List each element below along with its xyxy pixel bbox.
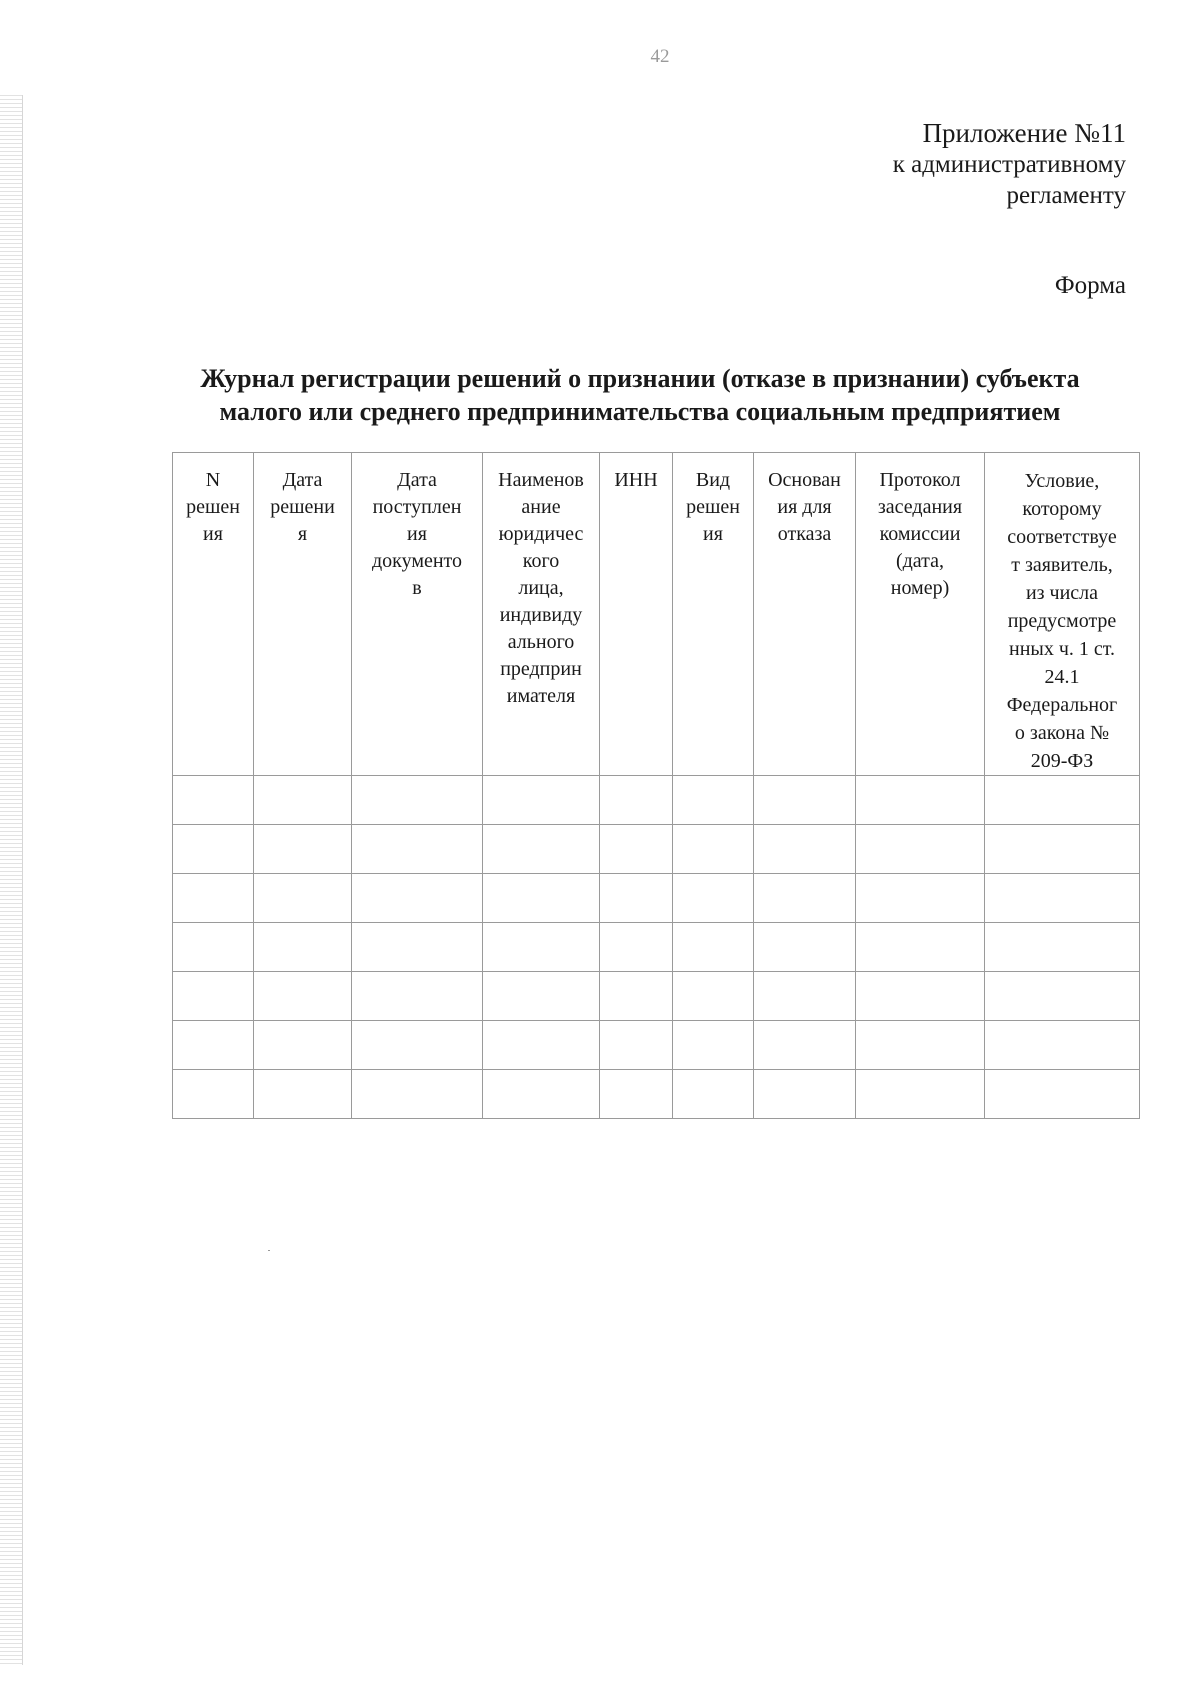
table-cell bbox=[600, 1021, 673, 1070]
column-header: Дата поступлен ия документо в bbox=[352, 453, 483, 776]
table-body bbox=[173, 776, 1140, 1119]
table-cell bbox=[352, 1070, 483, 1119]
table-cell bbox=[483, 923, 600, 972]
scan-speck bbox=[268, 1250, 270, 1251]
table-cell bbox=[483, 825, 600, 874]
appendix-reference bbox=[893, 118, 1126, 211]
column-header: ИНН bbox=[600, 453, 673, 776]
registration-journal-table bbox=[172, 452, 1140, 1119]
table-cell bbox=[352, 825, 483, 874]
table-cell bbox=[254, 972, 352, 1021]
table-cell bbox=[985, 923, 1140, 972]
appendix-document: регламенту bbox=[1006, 182, 1126, 209]
table-cell bbox=[985, 776, 1140, 825]
table-cell bbox=[600, 825, 673, 874]
form-label: Форма bbox=[1054, 272, 1126, 299]
table-cell bbox=[173, 1021, 254, 1070]
column-header: Основан ия для отказа bbox=[754, 453, 856, 776]
table-row bbox=[173, 776, 1140, 825]
table-cell bbox=[483, 1070, 600, 1119]
table-cell bbox=[600, 776, 673, 825]
table-row bbox=[173, 825, 1140, 874]
column-header: N решен ия bbox=[173, 453, 254, 776]
table-cell bbox=[600, 874, 673, 923]
table-cell bbox=[856, 874, 985, 923]
table-cell bbox=[856, 825, 985, 874]
table-cell bbox=[483, 874, 600, 923]
page-number: 42 bbox=[650, 46, 670, 67]
column-header: Вид решен ия bbox=[673, 453, 754, 776]
table-cell bbox=[254, 874, 352, 923]
table-cell bbox=[254, 776, 352, 825]
table-cell bbox=[754, 776, 856, 825]
table-cell bbox=[173, 776, 254, 825]
table-cell bbox=[985, 1070, 1140, 1119]
table-cell bbox=[673, 1070, 754, 1119]
table-cell bbox=[673, 972, 754, 1021]
table-row bbox=[173, 1070, 1140, 1119]
table-row bbox=[173, 1021, 1140, 1070]
table-cell bbox=[483, 972, 600, 1021]
table-cell bbox=[985, 972, 1140, 1021]
table-cell bbox=[352, 874, 483, 923]
table-cell bbox=[173, 1070, 254, 1119]
table-cell bbox=[754, 825, 856, 874]
table-cell bbox=[352, 776, 483, 825]
table-cell bbox=[173, 874, 254, 923]
table-cell bbox=[483, 1021, 600, 1070]
table-cell bbox=[856, 1070, 985, 1119]
column-header: Условие, которому соответствуе т заявитель, из числа предусмотре нных ч. 1 ст. 24.1 Федеральног о закона № 209-ФЗ bbox=[985, 453, 1140, 776]
table-cell bbox=[673, 776, 754, 825]
column-header: Дата решени я bbox=[254, 453, 352, 776]
table-row bbox=[173, 874, 1140, 923]
table-cell bbox=[856, 972, 985, 1021]
table-cell bbox=[352, 1021, 483, 1070]
table-cell bbox=[352, 972, 483, 1021]
table-cell bbox=[754, 1021, 856, 1070]
table-cell bbox=[856, 923, 985, 972]
table-row bbox=[173, 923, 1140, 972]
table-cell bbox=[673, 825, 754, 874]
document-title bbox=[150, 362, 1130, 428]
column-header: Протокол заседания комиссии (дата, номер) bbox=[856, 453, 985, 776]
table-cell bbox=[254, 923, 352, 972]
document-title-line-1: Журнал регистрации решений о признании (отказе в признании) субъекта bbox=[200, 364, 1080, 393]
table-cell bbox=[173, 972, 254, 1021]
table-cell bbox=[600, 972, 673, 1021]
table-cell bbox=[673, 874, 754, 923]
table-cell bbox=[754, 874, 856, 923]
table-cell bbox=[483, 776, 600, 825]
column-header: Наименов ание юридичес кого лица, индивиду ального предприн имателя bbox=[483, 453, 600, 776]
table-cell bbox=[856, 776, 985, 825]
table-cell bbox=[254, 1070, 352, 1119]
table-cell bbox=[985, 825, 1140, 874]
table-cell bbox=[173, 923, 254, 972]
table-header-row bbox=[173, 453, 1140, 776]
table-cell bbox=[352, 923, 483, 972]
table-cell bbox=[173, 825, 254, 874]
table-cell bbox=[754, 1070, 856, 1119]
table-cell bbox=[754, 923, 856, 972]
document-title-line-2: малого или среднего предпринимательства социальным предприятием bbox=[219, 397, 1061, 426]
table-cell bbox=[985, 874, 1140, 923]
table-cell bbox=[673, 923, 754, 972]
table-cell bbox=[600, 923, 673, 972]
appendix-to: к административному bbox=[892, 151, 1126, 178]
table-cell bbox=[254, 1021, 352, 1070]
table-cell bbox=[985, 1021, 1140, 1070]
appendix-number: Приложение №11 bbox=[922, 118, 1126, 148]
table-cell bbox=[600, 1070, 673, 1119]
table-cell bbox=[673, 1021, 754, 1070]
scan-binding-artifact bbox=[0, 95, 23, 1665]
table-row bbox=[173, 972, 1140, 1021]
table-cell bbox=[254, 825, 352, 874]
table-cell bbox=[754, 972, 856, 1021]
table-cell bbox=[856, 1021, 985, 1070]
